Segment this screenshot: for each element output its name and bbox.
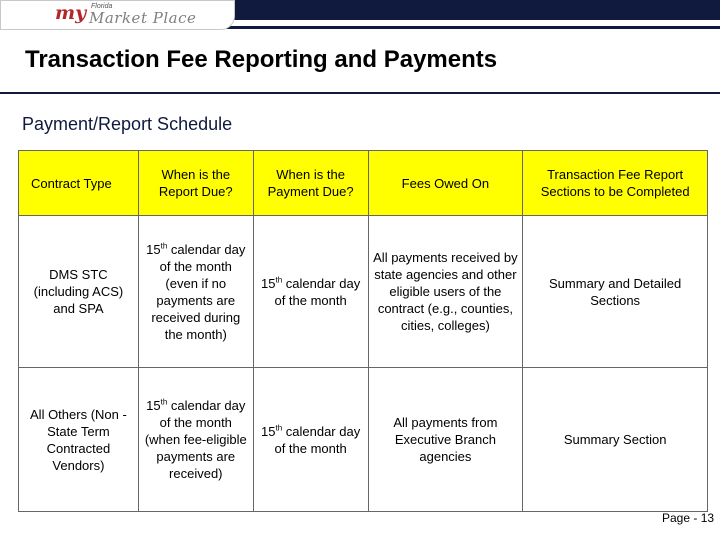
fees-owed-on-cell: All payments received by state agencies and other eligible users of the contract (e.g., counties, cities, colleges) xyxy=(368,216,523,368)
day-suffix: th xyxy=(160,397,168,407)
page-title: Transaction Fee Reporting and Payments xyxy=(25,46,498,73)
contract-type-cell: DMS STC (including ACS) and SPA xyxy=(19,216,139,368)
header-fees-owed-on: Fees Owed On xyxy=(368,151,523,216)
payment-due-text: calendar day of the month xyxy=(274,423,361,456)
table-row xyxy=(19,216,708,368)
fees-owed-on-cell: All payments from Executive Branch agencies xyxy=(368,368,523,512)
report-due-cell xyxy=(138,368,253,512)
report-due-text: calendar day of the month (even if no payments are received during the month) xyxy=(151,241,246,342)
day-number: 15 xyxy=(146,398,161,413)
myfloridamarketplace-logo xyxy=(0,0,235,30)
report-due-cell xyxy=(138,216,253,368)
table-header-row xyxy=(19,151,708,216)
day-suffix: th xyxy=(275,423,283,433)
header-report-due: When is the Report Due? xyxy=(138,151,253,216)
day-suffix: th xyxy=(275,275,283,285)
report-sections-cell: Summary Section xyxy=(523,368,708,512)
header-report-sections: Transaction Fee Report Sections to be Completed xyxy=(523,151,708,216)
payment-due-cell xyxy=(253,216,368,368)
section-heading: Payment/Report Schedule xyxy=(22,114,233,134)
header-contract-type: Contract Type xyxy=(19,151,139,216)
table-row xyxy=(19,368,708,512)
logo-my-text: my xyxy=(55,2,87,24)
payment-due-text: calendar day of the month xyxy=(274,275,361,308)
top-banner xyxy=(0,0,720,30)
logo-market-place-text: Market Place xyxy=(89,9,197,27)
title-divider xyxy=(0,92,720,94)
payment-due-cell xyxy=(253,368,368,512)
contract-type-cell: All Others (Non -State Term Contracted Vendors) xyxy=(19,368,139,512)
report-sections-cell: Summary and Detailed Sections xyxy=(523,216,708,368)
page-number: Page - 13 xyxy=(662,511,715,525)
day-suffix: th xyxy=(160,241,168,251)
day-number: 15 xyxy=(261,275,276,291)
day-number: 15 xyxy=(146,241,161,257)
header-payment-due: When is the Payment Due? xyxy=(253,151,368,216)
day-number: 15 xyxy=(261,423,276,439)
report-due-text: calendar day of the month (when fee-eligible payments are received) xyxy=(144,398,247,481)
logo-florida-text: Florida xyxy=(91,3,113,10)
payment-report-schedule-table xyxy=(18,150,708,512)
